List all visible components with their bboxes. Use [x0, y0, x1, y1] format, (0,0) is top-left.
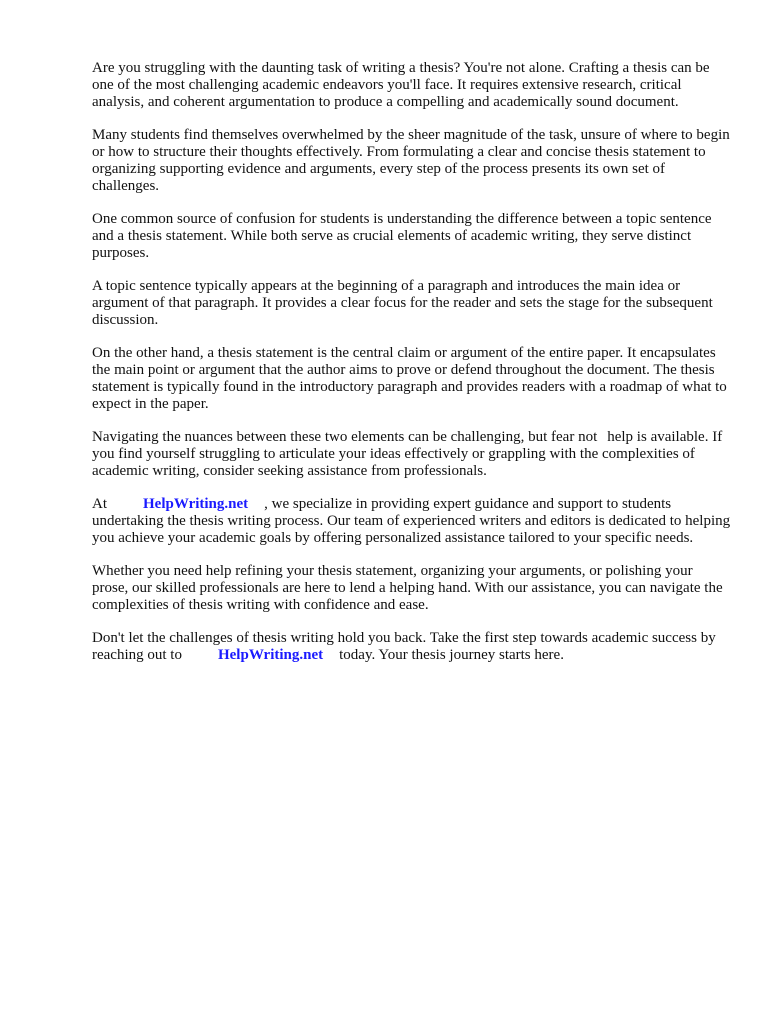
paragraph-thesis-statement: On the other hand, a thesis statement is the central claim or argument of the entire paper. It encapsulates the main point or argument that the author aims to prove or defend throughout the document. The thesis statement is typically found in the introductory paragraph and provides readers with a roadmap of what to expect in the paper.: [92, 345, 727, 412]
paragraph-closing-start: Don't let the challenges of thesis writing hold you back. Take the first step towards academic success by reaching out to: [92, 630, 716, 663]
paragraph-overwhelmed: Many students find themselves overwhelmed by the sheer magnitude of the task, unsure of where to begin or how to structure their thoughts effectively. From formulating a clear and concise thesis statement to organizing supporting evidence and arguments, every step of the process presents its own set of challenges.: [92, 127, 730, 194]
helpwriting-link-closing[interactable]: HelpWriting.net: [217, 647, 324, 663]
document-body: [92, 60, 732, 680]
paragraph-intro: Are you struggling with the daunting task of writing a thesis? You're not alone. Crafting a thesis can be one of the most challenging academic endeavors you'll face. It requires extensive research, critical analysis, and coherent argumentation to produce a compelling and academically sound document.: [92, 60, 710, 110]
paragraph-closing: [92, 630, 732, 664]
paragraph-topic-sentence: A topic sentence typically appears at the beginning of a paragraph and introduces the main idea or argument of that paragraph. It provides a clear focus for the reader and sets the stage for the subsequent discussion.: [92, 278, 713, 328]
paragraph-confusion: One common source of confusion for students is understanding the difference between a topic sentence and a thesis statement. While both serve as crucial elements of academic writing, they serve distinct purposes.: [92, 211, 712, 261]
paragraph-at-prefix: At: [92, 496, 107, 512]
paragraph-navigating-end: help is available. If you find yourself struggling to articulate your ideas effectively or grappling with the complexities of academic writing, consider seeking assistance from professionals.: [92, 429, 723, 479]
paragraph-closing-end: today. Your thesis journey starts here.: [339, 647, 564, 663]
paragraph-at-body: , we specialize in providing expert guidance and support to students undertaking the thesis writing process. Our team of experienced writers and editors is dedicated to helping you achieve your academic goals by offering personalized assistance tailored to your specific needs.: [92, 496, 731, 546]
helpwriting-link[interactable]: HelpWriting.net: [143, 496, 249, 512]
paragraph-navigating: [92, 429, 732, 480]
paragraph-navigating-start: Navigating the nuances between these two elements can be challenging, but fear not: [92, 429, 598, 445]
paragraph-at-helpwriting: [92, 496, 732, 547]
paragraph-whether: Whether you need help refining your thesis statement, organizing your arguments, or polishing your prose, our skilled professionals are here to lend a helping hand. With our assistance, you can navigate the complexities of thesis writing with confidence and ease.: [92, 563, 723, 613]
